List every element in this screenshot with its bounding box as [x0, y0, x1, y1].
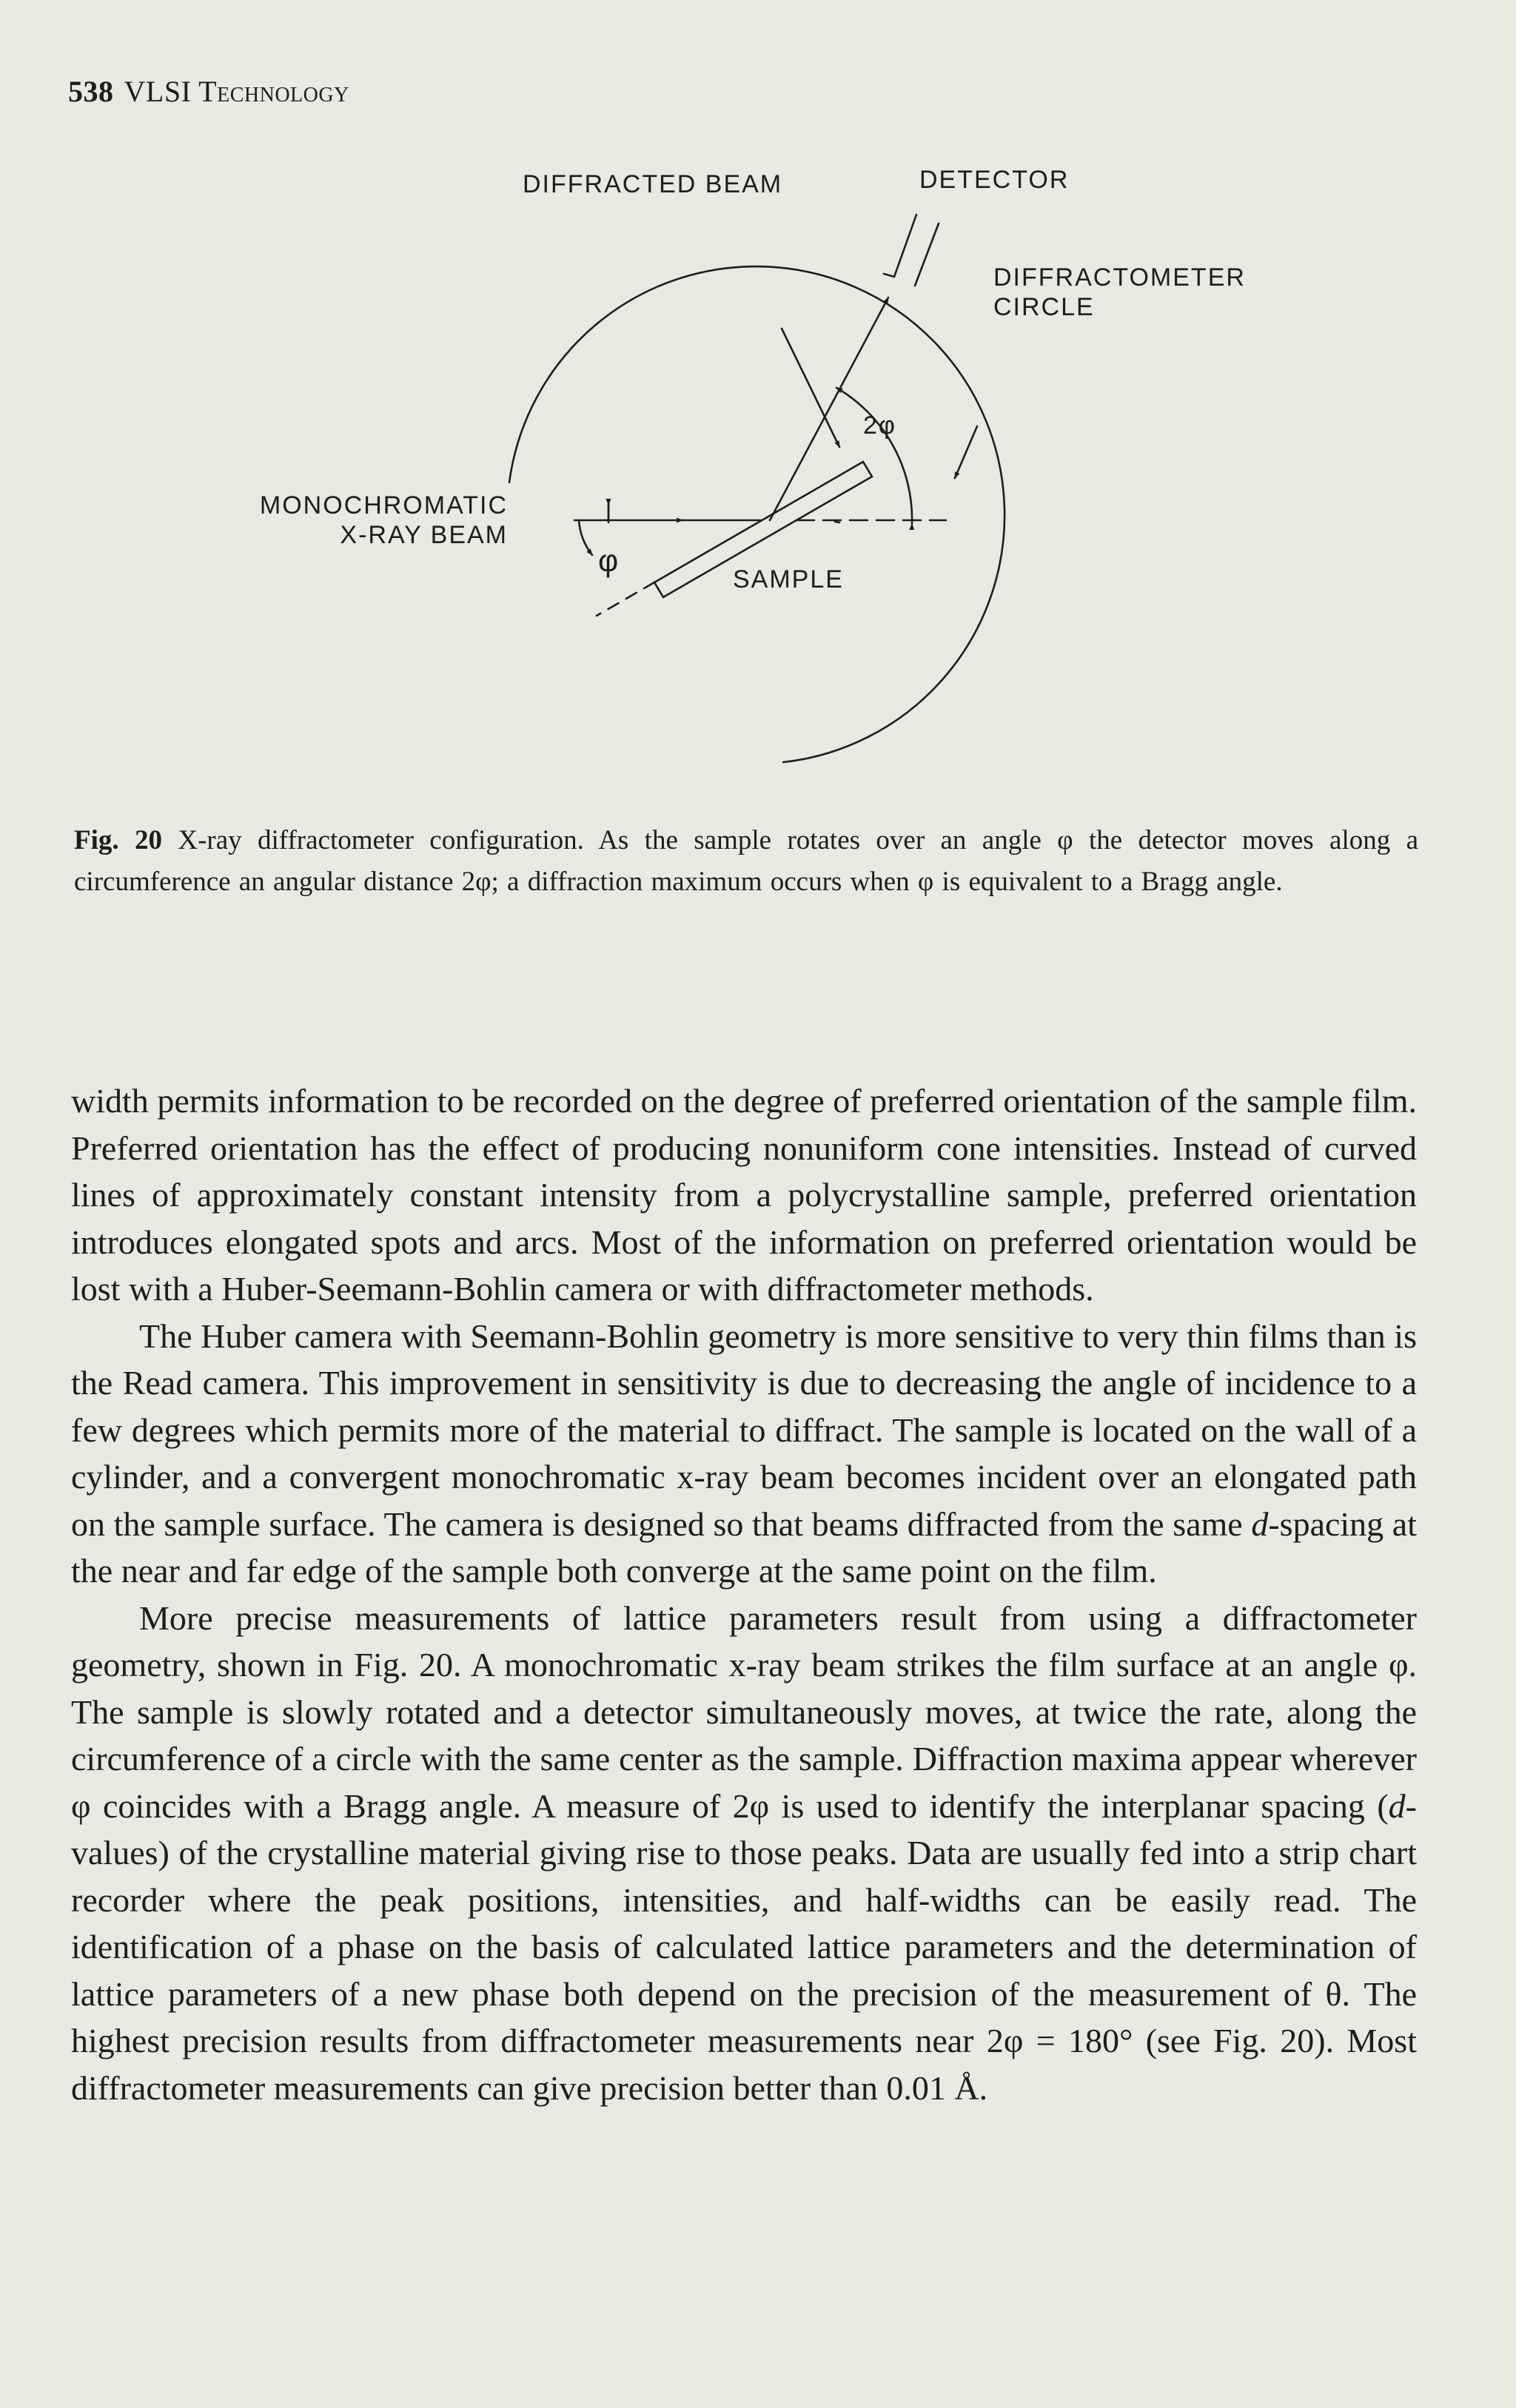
label-two-phi: 2φ [863, 411, 896, 440]
label-diffractometer-2: CIRCLE [993, 293, 1095, 321]
detector [894, 215, 916, 277]
diffracted-beam-leader [782, 329, 839, 447]
sample-plane-extension [597, 582, 654, 616]
running-head [68, 74, 349, 109]
running-head-title: VLSI Technology [124, 75, 349, 108]
diffractometer-diagram [0, 141, 1516, 821]
label-sample: SAMPLE [733, 565, 844, 593]
paragraph-2: The Huber camera with Seemann-Bohlin geometry is more sensitive to very thin films than is the Read camera. This improvement in sensitivity is due to decreasing the angle of incidence to a few degrees which permits more of the material to diffract. The sample is located on the wall of a cylinder, and a convergent monochromatic x-ray beam becomes incident over an elongated path on the sample surface. The camera is designed so that beams diffracted from the same d-spacing at the near and far edge of the sample both converge at the same point on the film. [71, 1316, 1418, 1590]
paragraph-3: More precise measurements of lattice parameters result from using a diffractometer geometry, shown in Fig. 20. A monochromatic x-ray beam strikes the film surface at an angle φ. The sample is slowly rotated and a detector simultaneously moves, at twice the rate, along the circumference of a circle with the same center as the sample. Diffraction maxima appear wherever φ coincides with a Bragg angle. A measure of 2φ is used to identify the interplanar spacing (d-values) of the crystalline material giving rise to those peaks. Data are usually fed into a strip chart recorder where the peak positions, intensities, and half-widths can be easily read. The identification of a phase on the basis of calculated lattice parameters and the determination of lattice parameters of a new phase both depend on the precision of the measurement of θ. The highest precision results from diffractometer measurements near 2φ = 180° (see Fig. 20). Most diffractometer measurements can give precision better than 0.01 Å. [71, 1598, 1417, 2107]
phi-arc [579, 520, 592, 555]
figure-caption [74, 820, 1418, 903]
caption-label: Fig. 20 [74, 825, 162, 855]
label-diffracted-beam: DIFFRACTED BEAM [523, 170, 783, 198]
body-text [71, 1077, 1417, 2111]
label-phi: φ [598, 543, 620, 578]
diffractometer-circle [509, 266, 1004, 762]
label-detector: DETECTOR [919, 166, 1070, 194]
label-monochromatic-2: X-RAY BEAM [340, 521, 508, 549]
figure-20 [0, 141, 1516, 821]
diffractometer-leader [955, 426, 977, 478]
label-diffractometer-1: DIFFRACTOMETER [993, 263, 1246, 292]
paragraph-1: width permits information to be recorded on the degree of preferred orientation of the sample film. Preferred orientation has the effect of producing nonuniform cone intensities. Instead of curved lines of approximately constant intensity from a polycrystalline sample, preferred orientation introduces elongated spots and arcs. Most of the information on preferred orientation would be lost with a Huber-Seemann-Bohlin camera or with diffractometer methods. [71, 1082, 1417, 1308]
label-monochromatic-1: MONOCHROMATIC [259, 491, 508, 519]
caption-text: X-ray diffractometer configuration. As the sample rotates over an angle φ the detector moves along a circumference an angular distance 2φ; a diffraction maximum occurs when φ is equivalent to a Bragg angle. [74, 825, 1419, 897]
page-number: 538 [68, 75, 114, 108]
